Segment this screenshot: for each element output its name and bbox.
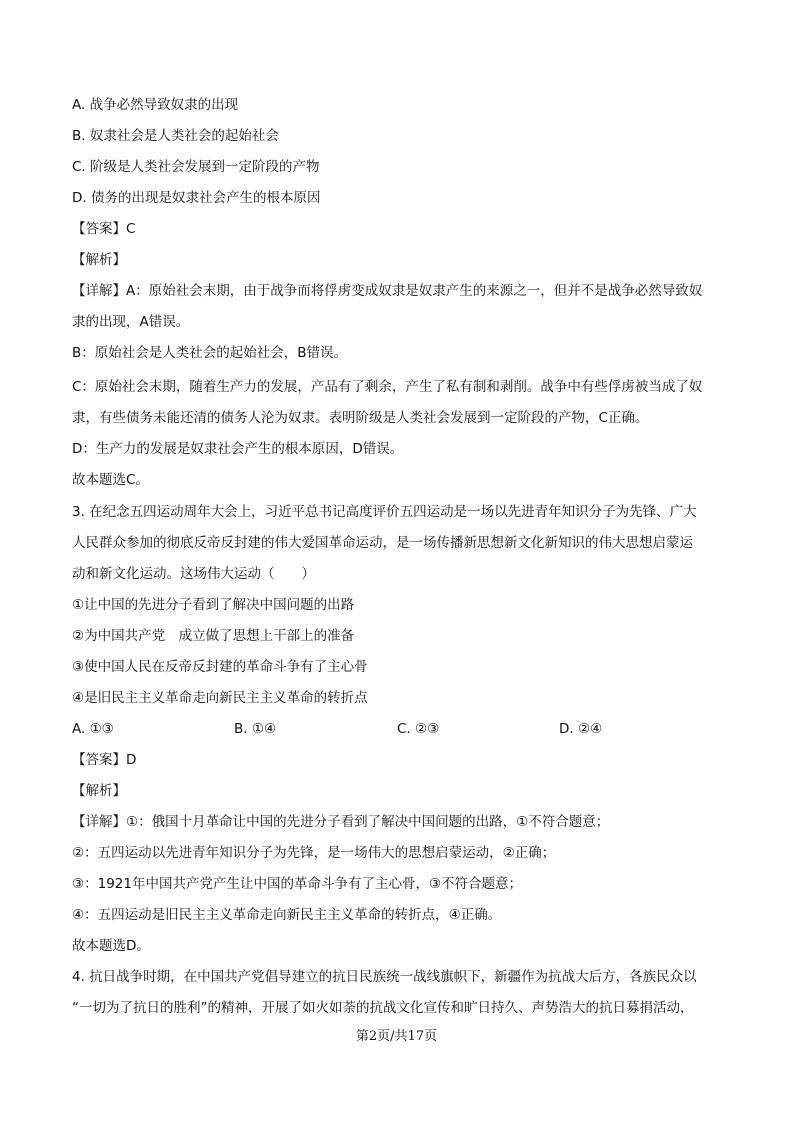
question-text: 人民群众参加的彻底反帝反封建的伟大爱国革命运动，是一场传播新思想新文化新知识的伟大思想启蒙运 [72,535,693,551]
question-text: 动和新文化运动。这场伟大运动（ ） [72,566,315,582]
explanation-line: 隶的出现，A错误。 [72,314,190,330]
choice-a: A. ①③ [72,721,114,737]
explanation-line: 【详解】①：俄国十月革命让中国的先进分子看到了解决中国问题的出路，①不符合题意； [72,814,610,830]
choice-d: D. ②④ [559,721,603,737]
option-c: C. 阶级是人类社会发展到一定阶段的产物 [72,159,320,175]
answer: 【答案】D [72,752,137,768]
answer: 【答案】C [72,221,136,237]
answer-options [72,720,712,738]
statement-3: ③使中国人民在反帝反封建的革命斗争有了主心骨 [72,659,368,675]
option-a: A. 战争必然导致奴隶的出现 [72,97,239,113]
choice-c: C. ②③ [397,721,440,737]
explanation-line: ②：五四运动以先进青年知识分子为先锋，是一场伟大的思想启蒙运动，②正确； [72,845,556,861]
explanation-line: D：生产力的发展是奴隶社会产生的根本原因，D错误。 [72,441,404,457]
question-text: 4. 抗日战争时期，在中国共产党倡导建立的抗日民族统一战线旗帜下，新疆作为抗战大后方，各族民众以 [72,969,697,985]
question-text: “一切为了抗日的胜利”的精神，开展了如火如荼的抗战文化宣传和旷日持久、声势浩大的抗日募捐活动， [72,1000,694,1016]
conclusion: 故本题选C。 [72,472,149,488]
statement-1: ①让中国的先进分子看到了解决中国问题的出路 [72,597,355,613]
explanation-line: ③：1921年中国共产党产生让中国的革命斗争有了主心骨，③不符合题意； [72,876,523,892]
conclusion: 故本题选D。 [72,938,150,954]
analysis-heading: 【解析】 [72,252,126,268]
explanation-line: ④：五四运动是旧民主主义革命走向新民主主义革命的转折点，④正确。 [72,907,502,923]
page-number: 第2页/共17页 [355,1029,438,1044]
analysis-heading: 【解析】 [72,783,126,799]
choice-b: B. ①④ [234,721,277,737]
explanation-line: 隶，有些债务未能还清的债务人沦为奴隶。表明阶级是人类社会发展到一定阶段的产物，C正确。 [72,410,649,426]
statement-2: ②为中国共产党 成立做了思想上干部上的准备 [72,628,355,644]
explanation-line: C：原始社会末期，随着生产力的发展，产品有了剩余，产生了私有制和剥削。战争中有些俘虏被当成了奴 [72,379,703,395]
explanation-line: 【详解】A：原始社会末期，由于战争而将俘虏变成奴隶是奴隶产生的来源之一，但并不是战争必然导致奴 [72,283,703,299]
option-b: B. 奴隶社会是人类社会的起始社会 [72,128,279,144]
question-text: 3. 在纪念五四运动周年大会上，习近平总书记高度评价五四运动是一场以先进青年知识分子为先锋、广大 [72,504,697,520]
explanation-line: B：原始社会是人类社会的起始社会，B错误。 [72,345,348,361]
option-d: D. 债务的出现是奴隶社会产生的根本原因 [72,190,321,206]
statement-4: ④是旧民主主义革命走向新民主主义革命的转折点 [72,690,368,706]
